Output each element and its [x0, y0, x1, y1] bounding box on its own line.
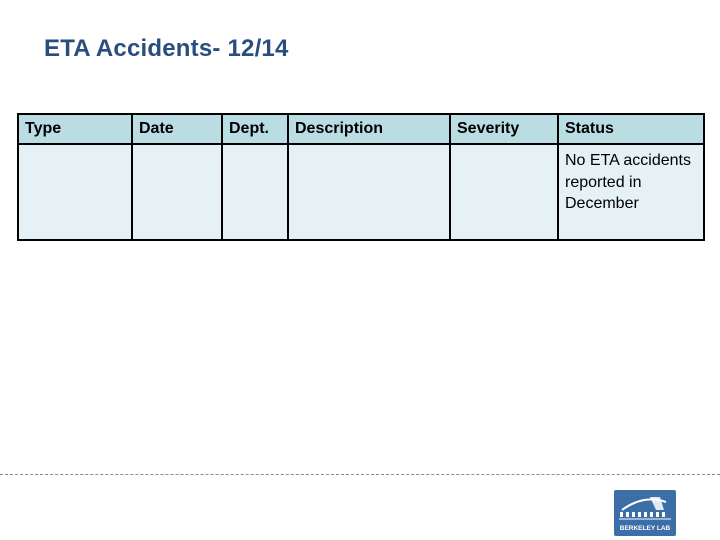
table-row — [18, 144, 704, 240]
cell-severity — [450, 144, 558, 240]
footer-divider — [0, 474, 720, 475]
column-header-status: Status — [558, 114, 704, 144]
logo-text: BERKELEY LAB — [619, 525, 671, 532]
column-header-date: Date — [132, 114, 222, 144]
cell-dept — [222, 144, 288, 240]
column-header-type: Type — [18, 114, 132, 144]
accidents-table — [17, 113, 705, 241]
slide-title: ETA Accidents- 12/14 — [44, 35, 289, 62]
column-header-description: Description — [288, 114, 450, 144]
cell-date — [132, 144, 222, 240]
cell-status: No ETA accidents reported in December — [558, 144, 704, 240]
cell-description — [288, 144, 450, 240]
berkeley-lab-logo-icon — [614, 490, 676, 536]
column-header-dept: Dept. — [222, 114, 288, 144]
table-header-row — [18, 114, 704, 144]
cell-type — [18, 144, 132, 240]
column-header-severity: Severity — [450, 114, 558, 144]
